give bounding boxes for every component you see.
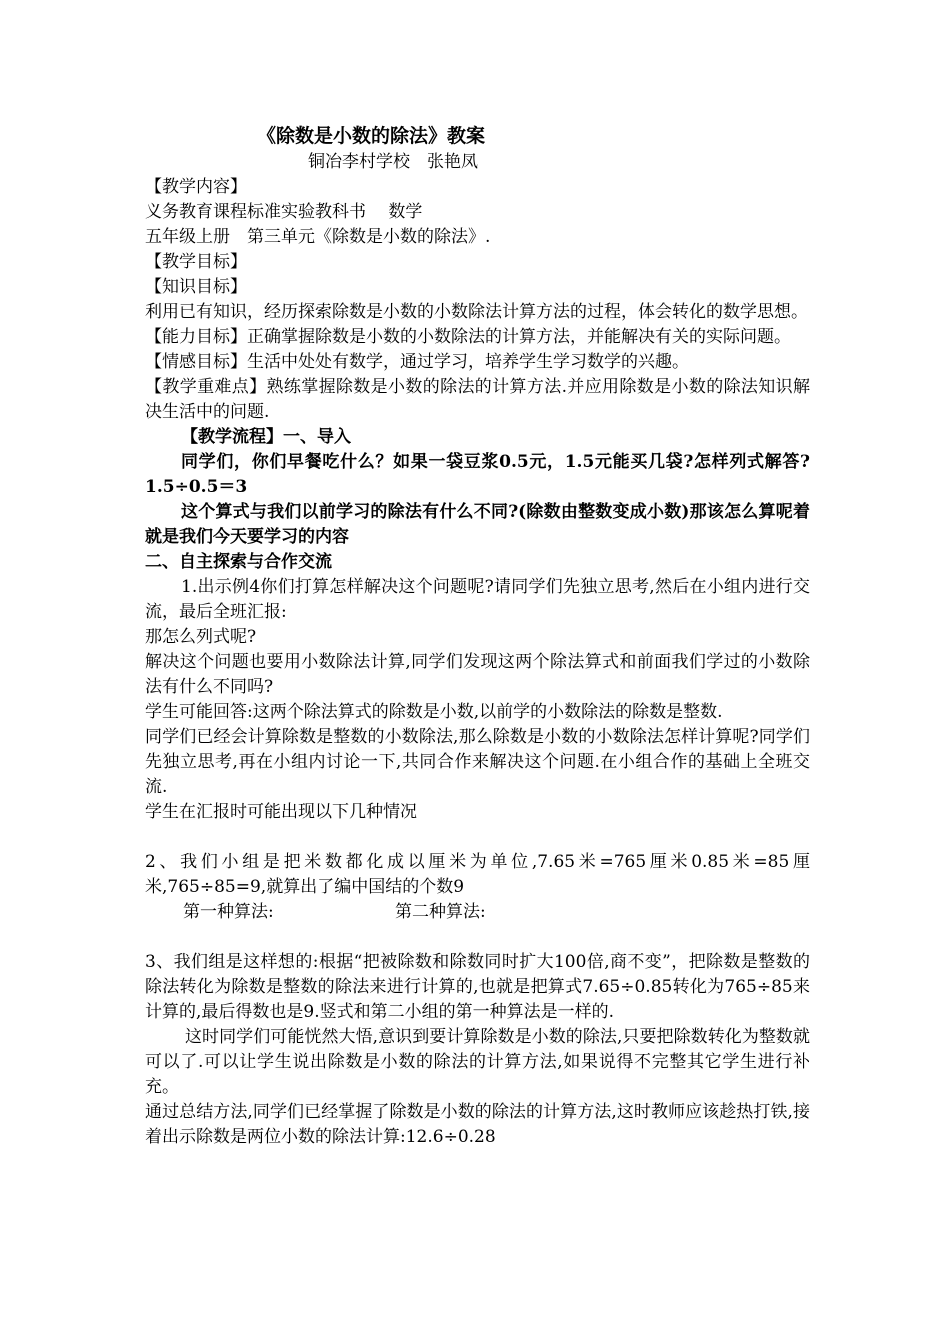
teaching-goals-heading: 【教学目标】: [145, 252, 247, 272]
key-points: 【教学重难点】熟练掌握除数是小数的除法的计算方法.并应用除数是小数的除法知识解决生活中的问题.: [145, 377, 810, 422]
unit-line: 五年级上册 第三单元《除数是小数的除法》.: [145, 227, 491, 247]
teaching-content-heading: 【教学内容】: [145, 177, 247, 197]
paragraph-group-discussion: 同学们已经会计算除数是整数的小数除法,那么除数是小数的小数除法怎样计算呢?同学们先独立思考,再在小组内讨论一下,共同合作来解决这个问题.在小组合作的基础上全班交流.: [145, 727, 810, 797]
textbook-line: 义务教育课程标准实验教科书 数学: [145, 202, 423, 222]
algorithm-labels: [145, 900, 810, 925]
paragraph-report-cases: 学生在汇报时可能出现以下几种情况: [145, 802, 417, 822]
section-2-heading: 二、自主探索与合作交流: [145, 552, 332, 572]
intro-question: 同学们，你们早餐吃什么？如果一袋豆浆0.5元，1.5元能买几袋?怎样列式解答?1.5÷0.5＝3: [145, 452, 810, 497]
knowledge-goal-heading: 【知识目标】: [145, 277, 247, 297]
emotion-goal: 【情感目标】生活中处处有数学，通过学习，培养学生学习数学的兴趣。: [145, 352, 689, 372]
paragraph-case-2: 2、我们小组是把米数都化成以厘米为单位,7.65米=765厘米0.85米=85厘米,765÷85=9,就算出了编中国结的个数9: [145, 852, 810, 897]
algorithm-1-label: 第一种算法:: [183, 902, 274, 922]
algorithm-2-label: 第二种算法:: [395, 902, 486, 922]
paragraph-realization: 这时同学们可能恍然大悟,意识到要计算除数是小数的除法,只要把除数转化为整数就可以了.可以让学生说出除数是小数的除法的计算方法,如果说得不完整其它学生进行补充。: [145, 1027, 810, 1097]
knowledge-goal-text: 利用已有知识，经历探索除数是小数的小数除法计算方法的过程，体会转化的数学思想。: [145, 302, 808, 322]
intro-followup: 这个算式与我们以前学习的除法有什么不同?(除数由整数变成小数)那该怎么算呢着就是我们今天要学习的内容: [145, 502, 810, 547]
paragraph-student-answer: 学生可能回答:这两个除法算式的除数是小数,以前学的小数除法的除数是整数.: [145, 702, 723, 722]
blank-line: [145, 925, 810, 950]
flow-heading: 【教学流程】一、导入: [181, 427, 351, 447]
document-title: 《除数是小数的除法》教案: [257, 125, 486, 147]
paragraph-case-3: 3、我们组是这样想的:根据“把被除数和除数同时扩大100倍,商不变”，把除数是整数的除法转化为除数是整数的除法来进行计算的,也就是把算式7.65÷0.85转化为765÷85来计算的,最后得数也是9.竖式和第二小组的第一种算法是一样的.: [145, 952, 810, 1022]
paragraph-summary: 通过总结方法,同学们已经掌握了除数是小数的除法的计算方法,这时教师应该趁热打铁,接着出示除数是两位小数的除法计算:12.6÷0.28: [145, 1102, 810, 1147]
paragraph-example-4: 1.出示例4你们打算怎样解决这个问题呢?请同学们先独立思考,然后在小组内进行交流，最后全班汇报:: [145, 577, 810, 622]
author-line: 铜冶李村学校 张艳凤: [308, 152, 478, 172]
paragraph-difference-question: 解决这个问题也要用小数除法计算,同学们发现这两个除法算式和前面我们学过的小数除法有什么不同吗?: [145, 652, 810, 697]
blank-line: [145, 825, 810, 850]
paragraph-how-to-write: 那怎么列式呢?: [145, 627, 257, 647]
ability-goal: 【能力目标】正确掌握除数是小数的小数除法的计算方法，并能解决有关的实际问题。: [145, 327, 791, 347]
document-body: [145, 122, 810, 1150]
